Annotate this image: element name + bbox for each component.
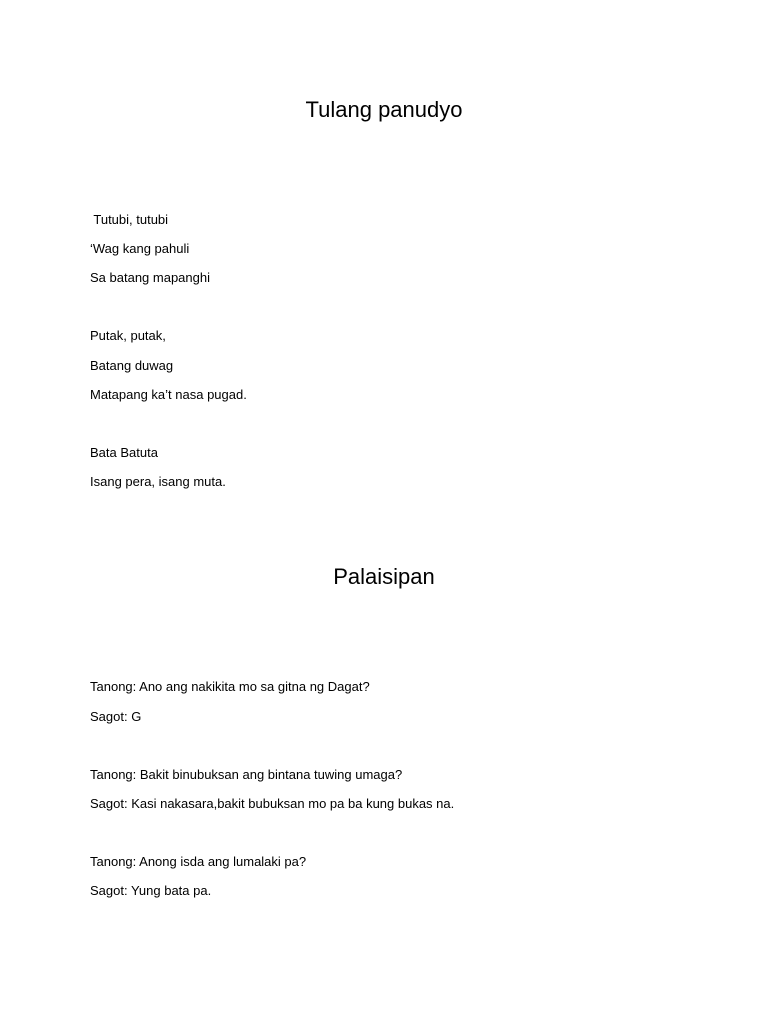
riddle-answer: Sagot: Kasi nakasara,bakit bubuksan mo pa ba kung bukas na. (90, 796, 455, 811)
poem-line: Sa batang mapanghi (90, 270, 210, 285)
poem-line: Matapang ka’t nasa pugad. (90, 387, 247, 402)
poem-line: Tutubi, tutubi (90, 212, 169, 227)
riddle-question: Tanong: Ano ang nakikita mo sa gitna ng Dagat? (90, 679, 370, 694)
riddle-question: Tanong: Bakit binubuksan ang bintana tuwing umaga? (90, 767, 403, 782)
poem-line: Putak, putak, (90, 328, 166, 343)
riddle-answer: Sagot: G (90, 709, 142, 724)
poem-line: Isang pera, isang muta. (90, 474, 226, 489)
section-title-palaisipan: Palaisipan (333, 564, 435, 589)
riddle-question: Tanong: Anong isda ang lumalaki pa? (90, 854, 307, 869)
section-title-tulang-panudyo: Tulang panudyo (305, 97, 463, 122)
riddle-answer: Sagot: Yung bata pa. (90, 883, 212, 898)
poem-line: ‘Wag kang pahuli (90, 241, 190, 256)
poem-line: Batang duwag (90, 358, 174, 373)
poem-line: Bata Batuta (90, 445, 158, 460)
